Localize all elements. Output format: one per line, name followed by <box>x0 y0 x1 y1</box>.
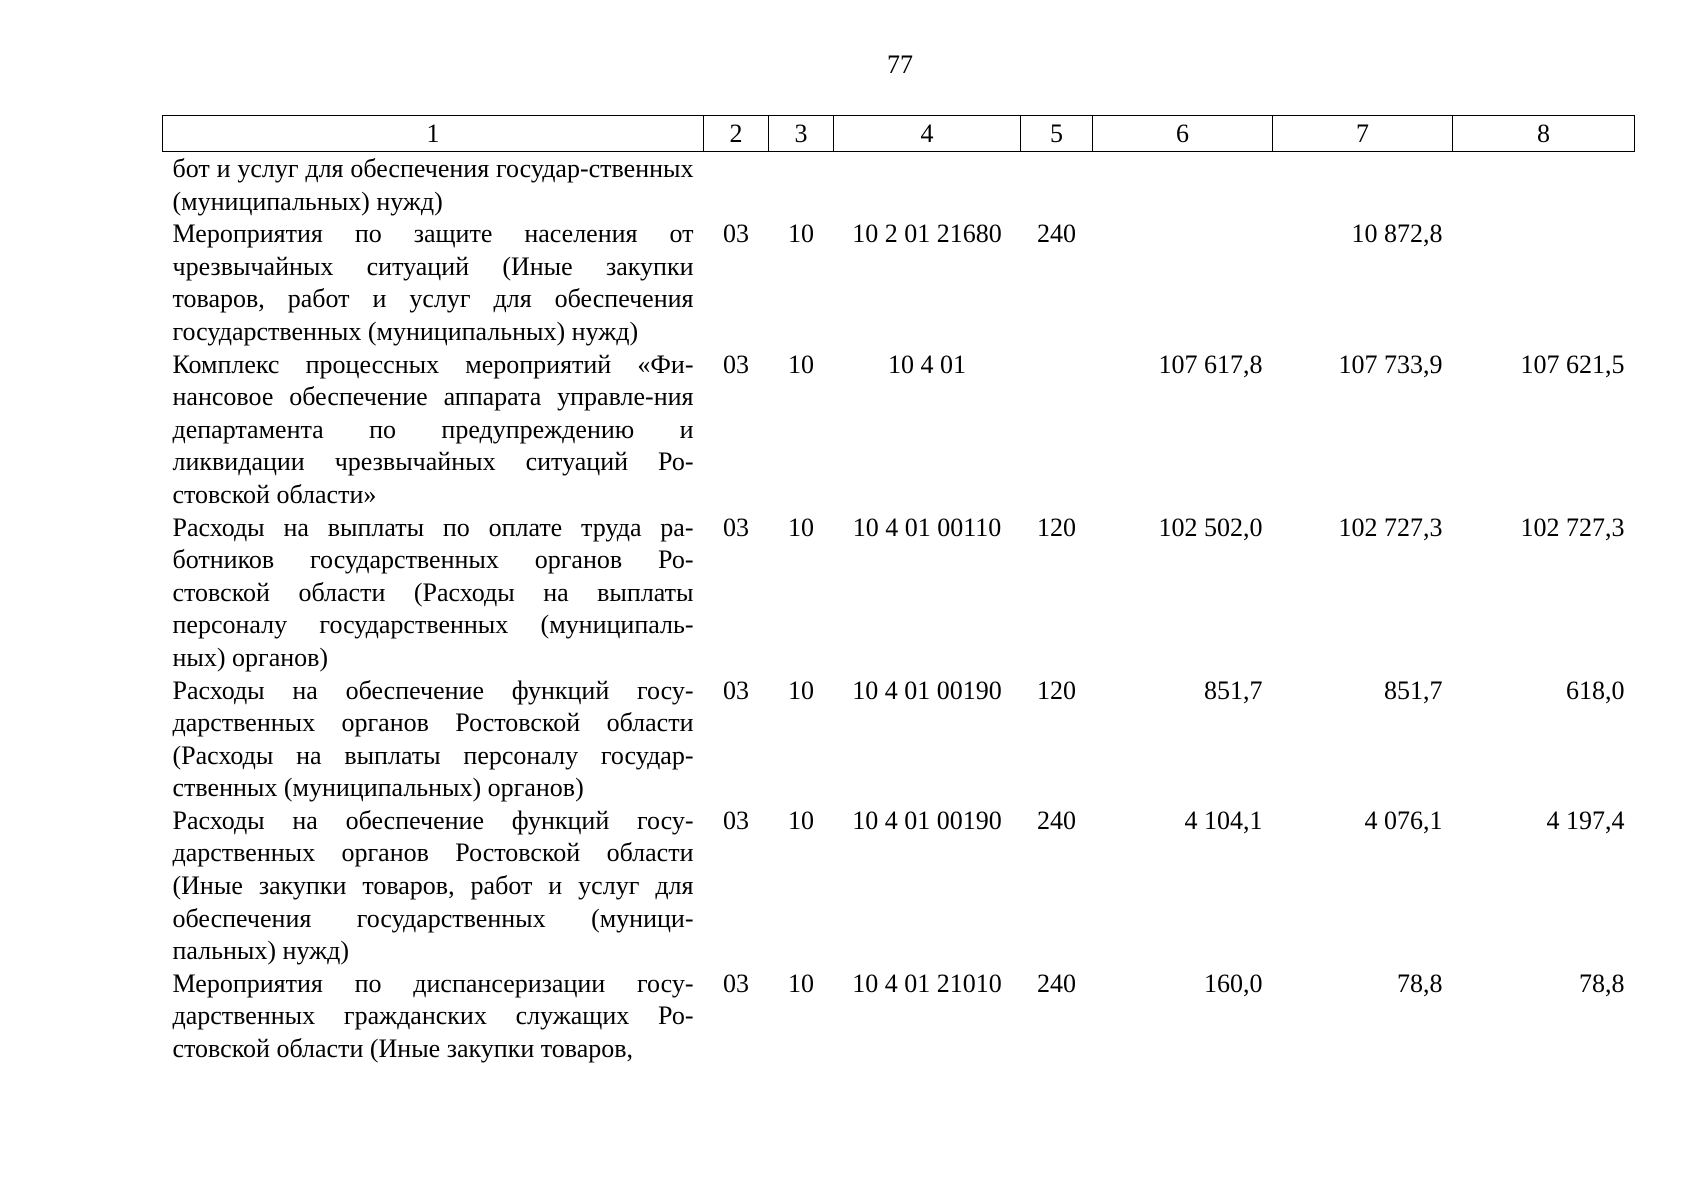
header-col-1: 1 <box>163 116 704 152</box>
row-target-code: 10 4 01 00110 <box>852 512 1002 542</box>
row-value-6 <box>1093 218 1273 348</box>
row-expense-type: 240 <box>1037 219 1076 249</box>
row-value-7: 4 076,1 <box>1364 805 1443 835</box>
row-name: Комплекс процессных мероприятий «Фи-нансовое обеспечение аппарата управле-ния департамента по предупреждению и ликвидации чрезвычайных ситуаций Ро-стовской области» <box>172 349 694 509</box>
header-col-5: 5 <box>1021 116 1093 152</box>
row-section: 03 <box>723 349 749 379</box>
header-col-8: 8 <box>1453 116 1635 152</box>
header-col-3: 3 <box>769 116 834 152</box>
row-value-7: 78,8 <box>1397 968 1443 998</box>
row-subsection: 10 <box>788 675 814 705</box>
row-section: 03 <box>723 805 749 835</box>
row-value-8: 102 727,3 <box>1520 512 1625 542</box>
table-row <box>163 218 1635 348</box>
row-value-8: 107 621,5 <box>1520 349 1625 379</box>
row-target-code <box>834 152 1021 219</box>
table-row <box>163 968 1635 1066</box>
row-value-7: 107 733,9 <box>1338 349 1443 379</box>
row-name: Расходы на обеспечение функций госу-дарственных органов Ростовской области (Иные закупки товаров, работ и услуг для обеспечения государственных (муници-пальных) нужд) <box>172 805 694 966</box>
row-target-code: 10 2 01 21680 <box>852 219 1002 249</box>
row-subsection: 10 <box>788 512 814 542</box>
row-value-7: 851,7 <box>1384 675 1443 705</box>
row-value-6: 851,7 <box>1204 675 1263 705</box>
row-section <box>704 152 769 219</box>
row-subsection: 10 <box>788 349 814 379</box>
row-value-8: 618,0 <box>1566 675 1625 705</box>
row-subsection: 10 <box>788 968 814 998</box>
row-value-7: 10 872,8 <box>1351 219 1443 249</box>
row-section: 03 <box>723 512 749 542</box>
row-subsection <box>769 152 834 219</box>
row-target-code: 10 4 01 00190 <box>852 675 1002 705</box>
table-row <box>163 512 1635 675</box>
row-expense-type <box>1021 152 1093 219</box>
row-value-8 <box>1453 218 1635 348</box>
row-value-8: 4 197,4 <box>1546 805 1625 835</box>
header-col-2: 2 <box>704 116 769 152</box>
header-col-4: 4 <box>834 116 1021 152</box>
table-row <box>163 152 1635 219</box>
row-expense-type: 120 <box>1037 512 1076 542</box>
table-header-row <box>163 116 1635 152</box>
row-expense-type <box>1021 349 1093 512</box>
row-value-6: 102 502,0 <box>1158 512 1263 542</box>
row-subsection: 10 <box>788 219 814 249</box>
row-subsection: 10 <box>788 805 814 835</box>
table-row <box>163 675 1635 805</box>
budget-table <box>162 115 1635 1066</box>
row-value-7 <box>1273 152 1453 219</box>
row-name: бот и услуг для обеспечения государ-ственных (муниципальных) нужд) <box>172 154 694 216</box>
row-expense-type: 120 <box>1037 675 1076 705</box>
row-section: 03 <box>723 675 749 705</box>
row-target-code: 10 4 01 00190 <box>852 805 1002 835</box>
row-value-6 <box>1093 152 1273 219</box>
row-value-7: 102 727,3 <box>1338 512 1443 542</box>
row-section: 03 <box>723 968 749 998</box>
row-value-8 <box>1453 152 1635 219</box>
row-name: Расходы на выплаты по оплате труда ра-ботников государственных органов Ро-стовской области (Расходы на выплаты персоналу государственных (муниципаль-ных) органов) <box>172 512 694 672</box>
header-col-7: 7 <box>1273 116 1453 152</box>
row-name: Мероприятия по защите населения от чрезвычайных ситуаций (Иные закупки товаров, работ и услуг для обеспечения государственных (муниципальных) нужд) <box>172 219 694 346</box>
header-col-6: 6 <box>1093 116 1273 152</box>
row-name: Расходы на обеспечение функций госу-дарственных органов Ростовской области (Расходы на выплаты персоналу государ-ственных (муниципальных) органов) <box>172 675 694 803</box>
row-target-code: 10 4 01 21010 <box>852 968 1002 998</box>
row-expense-type: 240 <box>1037 805 1076 835</box>
row-value-6: 160,0 <box>1204 968 1263 998</box>
page-number: 77 <box>887 50 913 79</box>
row-expense-type: 240 <box>1037 968 1076 998</box>
table-row <box>163 349 1635 512</box>
row-value-8: 78,8 <box>1579 968 1625 998</box>
table-row <box>163 805 1635 968</box>
row-target-code: 10 4 01 <box>888 349 966 379</box>
row-name: Мероприятия по диспансеризации госу-дарственных гражданских служащих Ро-стовской области (Иные закупки товаров, <box>172 968 694 1064</box>
row-section: 03 <box>723 219 749 249</box>
row-value-6: 107 617,8 <box>1158 349 1263 379</box>
row-value-6: 4 104,1 <box>1184 805 1263 835</box>
